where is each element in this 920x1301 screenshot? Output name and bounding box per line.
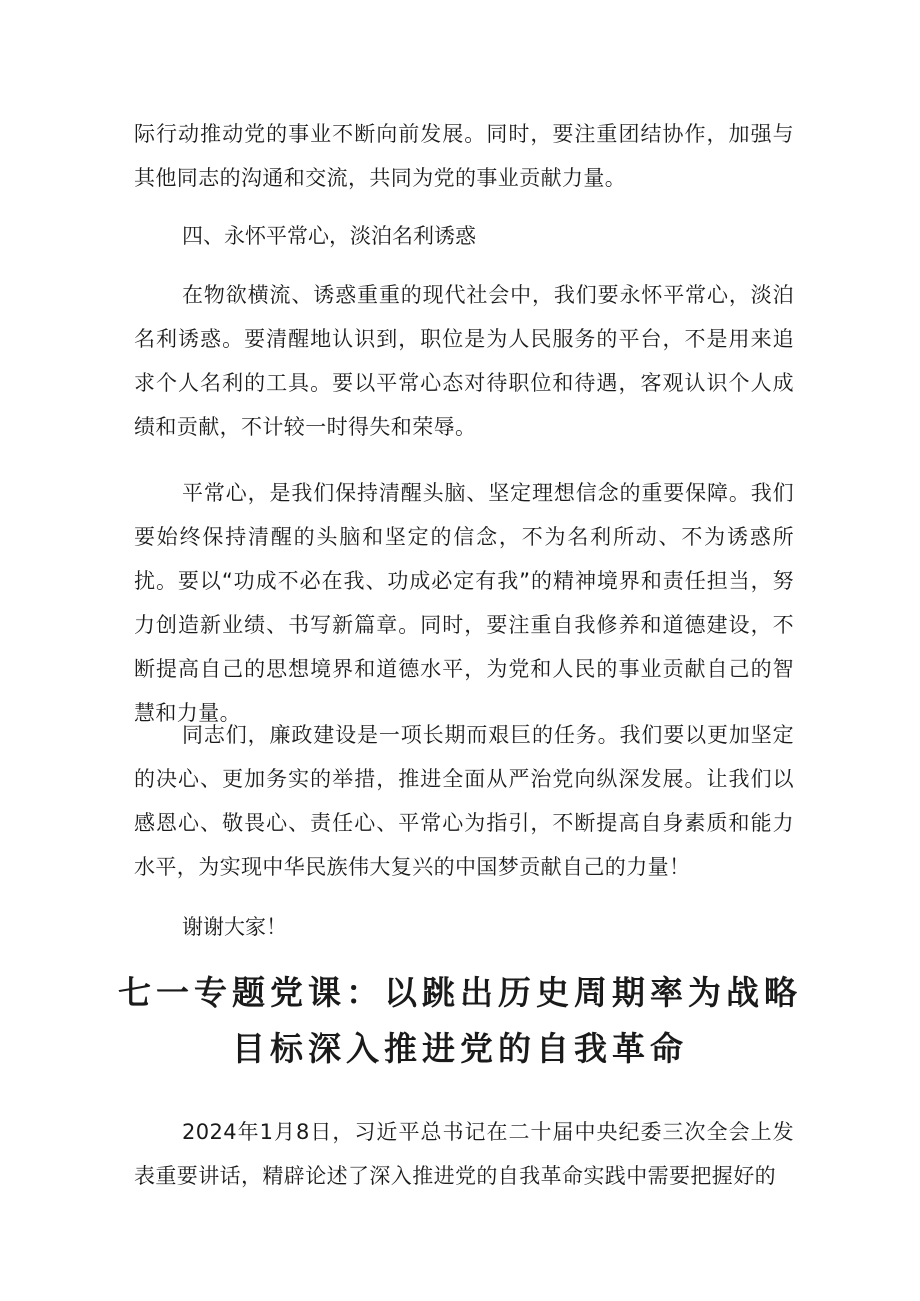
paragraph-peaceful-mind: 在物欲横流、诱惑重重的现代社会中，我们要永怀平常心，淡泊名利诱惑。要清醒地认识到，职位是为人民服务的平台，不是用来追求个人名利的工具。要以平常心态对待职位和待遇，客观认识个人成绩和贡献，不计较一时得失和荣辱。 bbox=[134, 283, 794, 439]
paragraph-closing: 同志们，廉政建设是一项长期而艰巨的任务。我们要以更加坚定的决心、更加务实的举措，推进全面从严治党向纵深发展。让我们以感恩心、敬畏心、责任心、平常心为指引，不断提高自身素质和能力水平，为实现中华民族伟大复兴的中国梦贡献自己的力量！ bbox=[134, 723, 794, 879]
paragraph-continuation: 际行动推动党的事业不断向前发展。同时，要注重团结协作，加强与其他同志的沟通和交流，共同为党的事业贡献力量。 bbox=[134, 122, 794, 190]
paragraph-clear-head: 平常心，是我们保持清醒头脑、坚定理想信念的重要保障。我们要始终保持清醒的头脑和坚定的信念，不为名利所动、不为诱惑所扰。要以“功成不必在我、功成必定有我”的精神境界和责任担当，努力创造新业绩、书写新篇章。同时，要注重自我修养和道德建设，不断提高自己的思想境界和道德水平，为党和人民的事业贡献自己的智慧和力量。 bbox=[134, 481, 794, 725]
thanks-line: 谢谢大家！ bbox=[182, 915, 287, 939]
document-title-line2: 目标深入推进党的自我革命 bbox=[232, 1029, 688, 1068]
paragraph-intro: 2024年1月8日，习近平总书记在二十届中央纪委三次全会上发表重要讲话，精辟论述了深入推进党的自我革命实践中需要把握好的 bbox=[134, 1120, 794, 1188]
document-title-line1: 七一专题党课：以跳出历史周期率为战略 bbox=[118, 973, 802, 1012]
section-heading-4: 四、永怀平常心，淡泊名利诱惑 bbox=[182, 224, 476, 248]
